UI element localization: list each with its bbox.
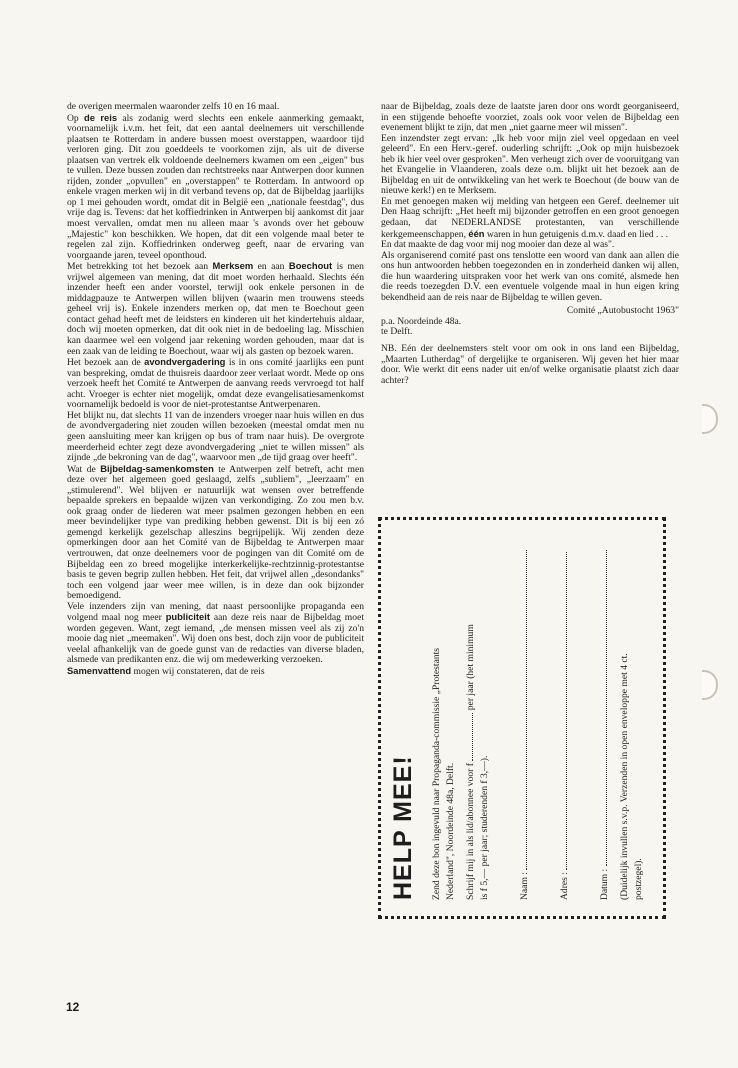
date-row [599,550,610,900]
address-field[interactable] [566,552,567,870]
paragraph: En met genoegen maken wij melding van hetgeen een Geref. deelnemer uit Den Haag schrijft: „Het heeft mij bijzonder getroffen en een groot genoegen gedaan, dat NEDERLANDSE protestanten, van verschillende kerkgemeenschappen, één waren in hun getuigenis d.m.v. daad en lied . . . [381,195,679,240]
bold-keyword: avondvergadering [144,356,226,368]
page-number: 12 [66,1000,80,1014]
coupon-text: per jaar (het minimum [465,624,476,711]
name-label: Naam : [519,872,530,900]
coupon-line [465,624,476,900]
coupon-line: Nederland", Noordeinde 48a, Delft. [445,762,456,900]
coupon-note: postzegel). [633,858,644,900]
right-column [381,102,679,386]
coupon-text: Schrijf mij in als lid/abonnee voor f [465,763,476,900]
punch-hole [702,670,718,700]
bold-keyword: Samenvattend [67,664,132,676]
paragraph: naar de Bijbeldag, zoals deze de laatste jaren door ons wordt georganiseerd, in een stijgende behoefte voorziet, zoals ook voor velen de Bijbeldag een evenement blijkt te zijn, dat men „niet gaarne meer wil missen". [381,101,679,134]
bold-keyword: de reis [84,111,118,123]
bold-keyword: Bijbeldag-samenkomsten [100,462,214,474]
date-label: Datum : [599,868,610,900]
paragraph: Als organiserend comité past ons tenslotte een woord van dank aan allen die ons hun antwoorden hebben toegezonden en in zonderheid danken wij allen, die hun waardering uitspraken voor het werk van ons comité, alsmede hen die reeds toezegden D.V. een eventuele volgende maal in hun eigen kring bekendheid aan de reis naar de Bijbeldag te willen geven. [381,249,679,303]
paragraph: En dat maakte de dag voor mij nog mooier dan deze al was". [381,239,615,251]
name-row [519,550,530,900]
paragraph: de overigen meermalen waaronder zelfs 10 en 16 maal. [67,101,280,112]
bold-keyword: Boechout [288,260,333,272]
paragraph: Het blijkt nu, dat slechts 11 van de inzenders vroeger naar huis willen en dus de avondvergadering niet zouden willen bezoeken (meestal omdat men nu geen aansluiting meer kan krijgen op bus of tram naar huis). De overgrote meerderheid echter zegt deze avondvergadering „niet te willen missen" als zijnde „de bekroning van de dag", waarvoor men „de tijd graag over heeft". [67,409,364,464]
signature: Comité „Autobustocht 1963" [566,305,679,317]
nb-note: NB. Eén der deelnemsters stelt voor om ook in ons land een Bijbeldag, „Maarten Lutherdag" of dergelijke te organiseren. Wij geven het hier maar door. Wie werkt dit eens nader uit en/of welke organisatie plaatst zich daar achter? [381,343,679,386]
coupon-title: HELP MEE! [389,755,417,900]
paragraph: Met betrekking tot het bezoek aan Merksem en aan Boechout is men vrijwel algemeen van mening, dat dit moet worden herhaald. Slechts één inzender heeft een ander voorstel, terwijl ook enkele personen in de middagpauze te Antwerpen willen blijven (waarin men trouwens steeds geheel vrij is). Enkele inzenders merken op, dat men te Boechout geen contact gehad heeft met de leidsters en kinderen uit het kindertehuis aldaar, doch wij moeten opmerken, dat dit ook niet in de bedoeling lag. Misschien kan daarmee wel een volgend jaar rekening worden gehouden, maar dat is een zaak van de leiding te Boechout, waar wij als gasten op bezoek waren. [67,260,364,357]
address-label: Adres : [559,872,570,900]
date-field[interactable] [606,550,607,866]
paragraph: Op de reis als zodanig werd slechts een enkele aanmerking gemaakt, voornamelijk i.v.m. het feit, dat een aantal deelnemers uit verschillende plaatsen te Rotterdam in andere bussen moest overstappen, waardoor tijd verloren ging. Dit zou goeddeels te voorkomen zijn, als uit de diverse plaatsen van vertrek elk voldoende deelnemers kwamen om een „eigen" bus te vullen. Deze bussen zouden dan rechtstreeks naar Antwerpen door kunnen rijden, zonder „opvullen" en „overstappen" te Rotterdam. In antwoord op enkele vragen merken wij in dit verband tevens op, dat de Bijbeldag jaarlijks op 1 mei gehouden wordt, omdat dit in België een „nationale feestdag", dus vrije dag is. Tevens: dat het koffiedrinken in Antwerpen bij aankomst dit jaar moest vervallen, omdat men nu alleen maar 's avonds over het gebouw „Majestic" kon beschikken. We hopen, dat dit een volgende maal beter te regelen zal zijn. Koffiedrinken onderweg geeft, naar de ervaring van voorgaande jaren, teveel oponthoud. [67,111,365,261]
address-line: p.a. Noordeinde 48a. [381,315,462,327]
coupon-note: (Duidelijk invullen s.v.p. Verzenden in open enveloppe met 4 ct. [619,653,630,900]
help-mee-coupon [378,517,666,919]
bold-keyword: publiciteit [165,611,210,623]
left-column [67,102,364,678]
paragraph: Vele inzenders zijn van mening, dat naast persoonlijke propaganda een volgend maal nog meer publiciteit aan deze reis naar de Bijbeldag moet worden gegeven. Want, zegt iemand, „de mensen missen veel als zij zo'n mooie dag niet „meemaken". Wij doen ons best, doch zijn voor de publiciteit veelal afhankelijk van de goede gunst van de redacties van diverse bladen, alsmede van predikanten enz. die wij om medewerking verzoeken. [67,600,364,666]
punch-hole [702,404,718,434]
coupon-line: is f 5,— per jaar; studerenden f 3,—). [479,755,490,900]
paragraph: Wat de Bijbeldag-samenkomsten te Antwerpen zelf betreft, acht men deze over het algemeen goed geslaagd, zelfs „subliem", „leerzaam" en „stimulerend". Wel blijven er natuurlijk wat wensen over betreffende bepaalde sprekers en bepaalde wijzen van verkondiging. Zo zou men b.v. ook graag onder de liederen wat meer psalmen gezongen hebben en een meer bevindelijker type van prediking hebben gewenst. Dit is bij een zó gemengd kerkelijk gezelschap alleszins begrijpelijk. Wij zenden deze opmerkingen door aan het Comité van de Bijbeldag te Antwerpen maar vertrouwen, dat onze deelnemers voor de pogingen van dit Comité om de Bijbeldag een zo breed mogelijke interkerkelijke-rechtzinnig-protestantse basis te geven begrip zullen hebben. Het feit, dat vrijwel allen „desondanks" toch een volgend jaar weer mee willen, is in deze dan ook bijzonder bemoedigend. [67,462,365,602]
paragraph: Een inzendster zegt ervan: „Ik heb voor mijn ziel veel opgedaan en veel geleerd". En een Herv.-geref. ouderling schrijft: „Ook op mijn huisbezoek heb ik hier veel over gesproken". Men verheugt zich over de vooruitgang van het Evangelie in Vlaanderen, zoals deze o.m. blijkt uit het bezoek aan de Bijbeldag en uit de ontwikkeling van het werk te Boechout (de bouw van de nieuwe kerk!) en te Merksem. [381,132,679,197]
paragraph: Samenvattend mogen wij constateren, dat de reis [67,664,265,677]
name-field[interactable] [526,550,527,870]
address-line: te Delft. [381,326,413,338]
bold-keyword: Merksem [212,260,254,272]
address-row [559,552,570,900]
coupon-line: Zend deze bon ingevuld naar Propaganda-commissie „Protestants [431,647,442,900]
amount-field[interactable] [472,713,473,761]
coupon-content [387,526,655,910]
paragraph: Het bezoek aan de avondvergadering is in ons comité jaarlijks een punt van bespreking, omdat de thuisreis daardoor zeer verlaat wordt. Mede op ons verzoek heeft het Comité te Antwerpen de aanvang reeds vervroegd tot half acht. Vroeger is echter niet mogelijk, omdat deze evangelisatiesamenkomst voornamelijk bedoeld is voor de niet-protestantse Antwerpenaren. [67,356,365,411]
bold-keyword: één [468,227,485,239]
